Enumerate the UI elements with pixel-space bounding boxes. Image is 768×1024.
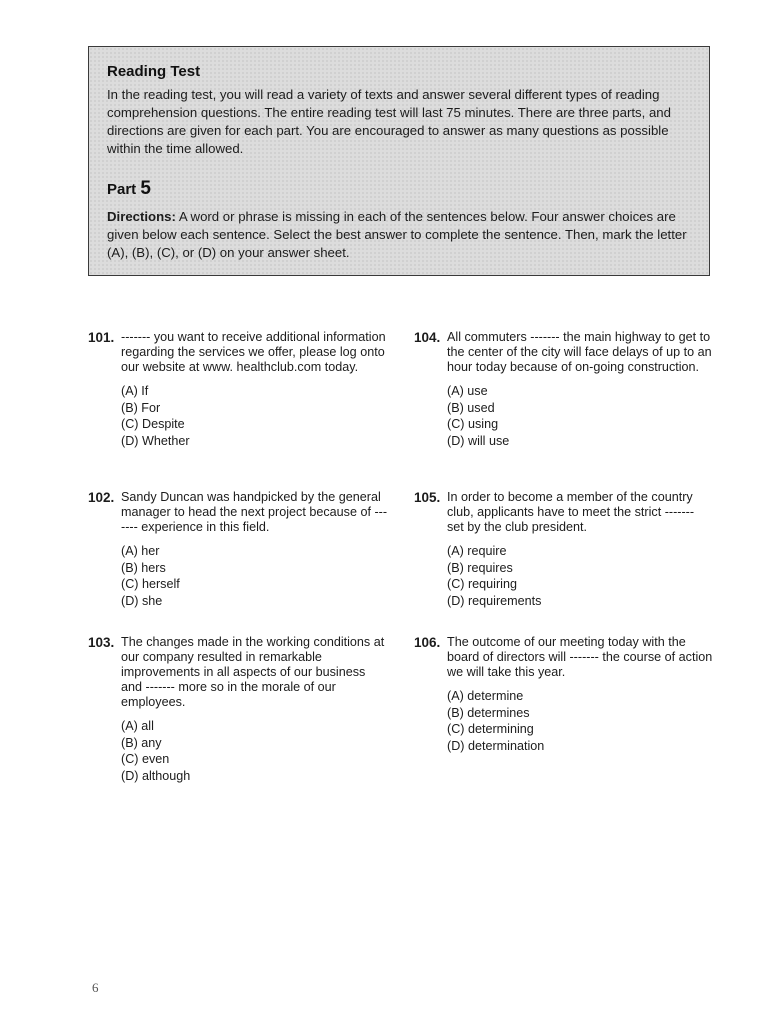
answer-option-c: (C) requiring — [447, 577, 517, 592]
part-label: Part — [107, 181, 137, 198]
answer-option-c: (C) determining — [447, 722, 534, 737]
answer-option-b: (B) any — [121, 735, 162, 750]
answer-option-b: (B) hers — [121, 560, 166, 575]
answer-option-c: (C) herself — [121, 577, 180, 592]
question-102 — [88, 490, 388, 610]
answer-option-a: (A) require — [447, 544, 507, 558]
part-title — [107, 178, 695, 200]
question-number: 102. — [88, 490, 115, 505]
answer-option-a: (A) determine — [447, 689, 524, 703]
question-stem: The changes made in the working conditions at our company resulted in remarkable improvements in all aspects of our business and ------- more so in the morale of our employees. — [121, 635, 385, 709]
question-stem: The outcome of our meeting today with the board of directors will ------- the course of action we will take this year. — [447, 635, 713, 679]
answer-option-d: (D) Whether — [121, 434, 190, 449]
directions-label: Directions: — [107, 209, 176, 224]
answer-options — [447, 688, 714, 755]
answer-option-b: (B) requires — [447, 560, 513, 575]
question-106 — [414, 635, 714, 755]
answer-option-a: (A) use — [447, 384, 488, 398]
part-number: 5 — [140, 178, 151, 199]
answer-option-c: (C) Despite — [121, 417, 185, 432]
directions-text: A word or phrase is missing in each of the sentences below. Four answer choices are given below each sentence. Select the best answer to complete the sentence. Then, mark the letter (A), (B), (C), or (D) on your answer sheet. — [107, 209, 687, 260]
page-number: 6 — [92, 980, 99, 995]
question-number: 103. — [88, 635, 115, 650]
question-number: 101. — [88, 330, 115, 345]
answer-option-d: (D) although — [121, 769, 191, 784]
question-stem: Sandy Duncan was handpicked by the general manager to head the next project because of ------- experience in this field. — [121, 490, 388, 534]
answer-option-c: (C) even — [121, 752, 170, 767]
question-101 — [88, 330, 388, 450]
answer-options — [121, 718, 388, 785]
answer-option-d: (D) requirements — [447, 594, 542, 609]
question-stem: In order to become a member of the country club, applicants have to meet the strict ------- set by the club president. — [447, 490, 695, 534]
answer-option-b: (B) For — [121, 400, 161, 415]
answer-option-a: (A) all — [121, 719, 154, 733]
answer-option-b: (B) determines — [447, 705, 530, 720]
answer-options — [447, 543, 714, 610]
reading-test-intro-box — [88, 46, 710, 276]
answer-options — [121, 543, 388, 610]
question-103 — [88, 635, 388, 785]
answer-option-a: (A) her — [121, 544, 160, 558]
answer-option-a: (A) If — [121, 384, 149, 398]
reading-test-instructions: In the reading test, you will read a variety of texts and answer several different types of reading comprehension questions. The entire reading test will last 75 minutes. There are three parts, and directions are given for each part. You are encouraged to answer as many questions as possible within the time allowed. — [107, 87, 671, 156]
answer-options — [447, 383, 714, 450]
answer-option-b: (B) used — [447, 400, 495, 415]
answer-option-d: (D) she — [121, 594, 163, 609]
answer-options — [121, 383, 388, 450]
reading-test-heading: Reading Test — [107, 63, 201, 80]
question-number: 104. — [414, 330, 441, 345]
question-number: 106. — [414, 635, 441, 650]
answer-option-c: (C) using — [447, 417, 499, 432]
question-104 — [414, 330, 714, 450]
part-directions — [107, 208, 695, 262]
answer-option-d: (D) determination — [447, 739, 545, 754]
question-stem: All commuters ------- the main highway to get to the center of the city will face delays of up to an hour today because of on-going construction. — [447, 330, 712, 374]
answer-option-d: (D) will use — [447, 434, 510, 449]
question-105 — [414, 490, 714, 610]
question-number: 105. — [414, 490, 441, 505]
question-stem: ------- you want to receive additional information regarding the services we offer, please log onto our website at www. healthclub.com today. — [121, 330, 386, 374]
